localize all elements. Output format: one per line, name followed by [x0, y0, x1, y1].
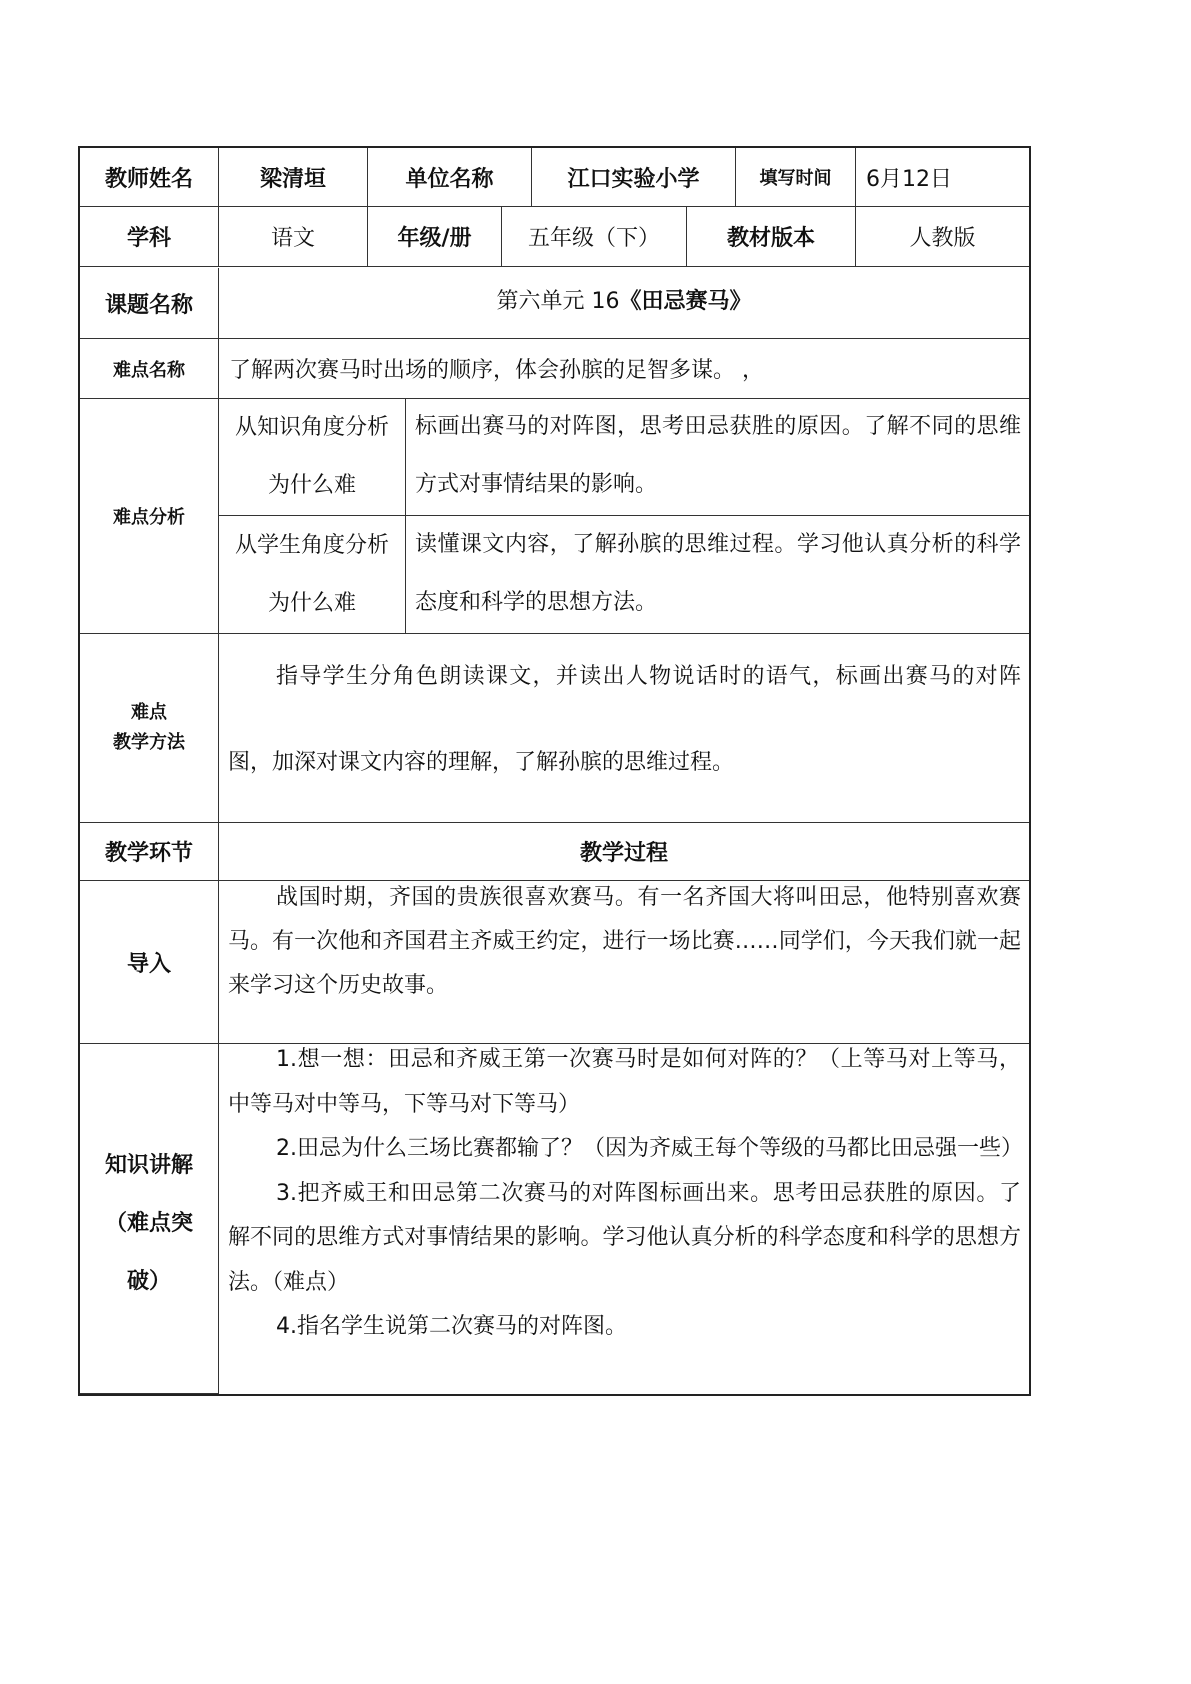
- fill-date-value: 6月12日: [856, 148, 1029, 207]
- teaching-process-title: 教学过程: [219, 823, 1029, 881]
- grade-label: 年级/册: [368, 207, 502, 267]
- fill-date-label: 填写时间: [736, 148, 856, 207]
- difficulty-name-value: 了解两次赛马时出场的顺序，体会孙膑的足智多谋。 ，: [219, 339, 1029, 399]
- difficulty-analysis-label: 难点分析: [80, 399, 219, 634]
- lesson-title-label: 课题名称: [80, 268, 219, 339]
- knowledge-explain-label: [80, 1044, 219, 1394]
- unit-name-label: 单位名称: [368, 148, 532, 207]
- unit-name-value: 江口实验小学: [532, 148, 736, 207]
- student-angle-text: 读懂课文内容，了解孙膑的思维过程。学习他认真分析的科学态度和科学的思想方法。: [415, 532, 1021, 615]
- knowledge-angle-label-line1: 从知识角度分析: [234, 415, 389, 440]
- knowledge-item-4: 4.指名学生说第二次赛马的对阵图。: [276, 1314, 627, 1339]
- lesson-title: [219, 268, 1029, 339]
- teaching-method-label: [80, 634, 219, 823]
- student-angle-label-line2: 为什么难: [267, 590, 356, 616]
- knowledge-explain-label-line3: 破）: [126, 1268, 171, 1294]
- intro-text: 战国时期，齐国的贵族很喜欢赛马。有一名齐国大将叫田忌，他特别喜欢赛马。有一次他和齐国君主齐威王约定，进行一场比赛……同学们，今天我们就一起来学习这个历史故事。: [228, 885, 1021, 998]
- knowledge-explain-text: [228, 1038, 1021, 1350]
- teaching-method-text: 指导学生分角色朗读课文，并读出人物说话时的语气，标画出赛马的对阵图，加深对课文内容的理解，了解孙膑的思维过程。: [228, 664, 1021, 775]
- teacher-name-value: 梁清垣: [219, 148, 368, 207]
- knowledge-item-3: 3.把齐威王和田忌第二次赛马的对阵图标画出来。思考田忌获胜的原因。了解不同的思维方式对事情结果的影响。学习他认真分析的科学态度和科学的思想方法。（难点）: [228, 1180, 1021, 1295]
- teacher-name-label: 教师姓名: [80, 148, 219, 207]
- knowledge-angle-text: 标画出赛马的对阵图，思考田忌获胜的原因。了解不同的思维方式对事情结果的影响。: [415, 414, 1021, 497]
- edition-label: 教材版本: [687, 207, 856, 267]
- edition-value: 人教版: [856, 207, 1029, 267]
- student-angle-label: [219, 516, 406, 634]
- knowledge-item-2: 2.田忌为什么三场比赛都输了？（因为齐威王每个等级的马都比田忌强一些）: [276, 1136, 1023, 1161]
- teaching-method-label-line1: 难点: [131, 702, 167, 723]
- knowledge-item-1: 1.想一想：田忌和齐威王第一次赛马时是如何对阵的？（上等马对上等马，中等马对中等马，下等马对下等马）: [228, 1047, 1021, 1117]
- student-angle-label-line1: 从学生角度分析: [234, 532, 389, 558]
- lesson-title-main: 《田忌赛马》: [619, 289, 752, 314]
- subject-label: 学科: [80, 207, 219, 267]
- subject-value: 语文: [219, 207, 368, 267]
- knowledge-angle-label: [219, 399, 406, 516]
- teaching-stage-label: 教学环节: [80, 823, 219, 881]
- knowledge-angle-label-line2: 为什么难: [267, 473, 356, 498]
- teaching-method-label-line2: 教学方法: [113, 732, 185, 753]
- intro-label: 导入: [80, 881, 219, 1044]
- difficulty-name-label: 难点名称: [80, 339, 219, 399]
- knowledge-explain-label-line2: （难点突: [104, 1210, 193, 1236]
- grade-value: 五年级（下）: [502, 207, 687, 267]
- lesson-title-prefix: 第六单元 16: [496, 289, 620, 314]
- knowledge-explain-label-line1: 知识讲解: [104, 1152, 193, 1178]
